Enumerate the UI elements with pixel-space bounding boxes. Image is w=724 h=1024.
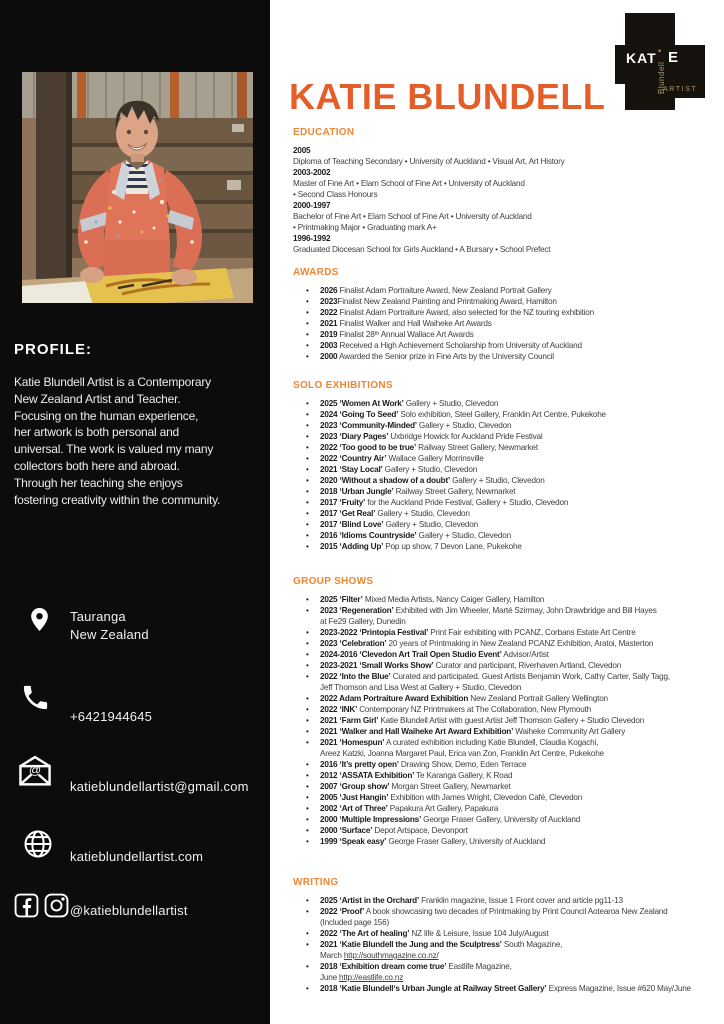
bullet-icon: •: [306, 639, 309, 648]
cv-entry: [293, 792, 713, 803]
logo: [610, 6, 720, 118]
section-items: [293, 895, 713, 994]
cv-entry: [293, 530, 713, 541]
bullet-icon: •: [306, 804, 309, 813]
cv-entry-text: 2017 ‘Blind Love’ Gallery + Studio, Clevedon: [320, 520, 478, 529]
cv-entry-line2: Areez Katzki, Joanna Margaret Paul, Erica van Zon, Franklin Art Centre, Pukekohe: [320, 749, 604, 758]
cv-entry-text: 2021 ‘Homespun’ A curated exhibition including Katie Blundell, Claudia Kogachi, Areez Katzki, Joanna Margaret Paul, Erica van Zon, Franklin Art Centre, Pukekohe: [320, 737, 713, 759]
education-line: • Second Class Honours: [293, 190, 378, 199]
section-heading: WRITING: [293, 877, 339, 888]
cv-entry-text: 2002 ‘Art of Three’ Papakura Art Gallery, Papakura: [320, 804, 499, 813]
cv-entry-text: 2021 ‘Farm Girl’ Katie Blundell Artist with guest Artist Jeff Thomson Gallery + Studio Clevedon: [320, 716, 645, 725]
cv-entry-text: 2023 ‘Regeneration’ Exhibited with Jim Wheeler, Marté Szirmay, John Drawbridge and Bill Hayes at Fe29 Gallery, Dunedin: [320, 605, 713, 627]
location-pin-icon: [27, 605, 52, 639]
cv-entry-text: 2022 ‘Into the Blue’ Curated and participated. Guest Artists Benjamin Work, Cathy Carter, Sally Tagg, Jeff Thomson and Lisa West at Gallery + Studio, Clevedon: [320, 671, 713, 693]
education-line: Diploma of Teaching Secondary • University of Auckland • Visual Art, Art History: [293, 157, 565, 166]
phone-icon: [20, 682, 51, 718]
cv-entry: [293, 895, 713, 906]
cv-entry-text: 2015 ‘Adding Up’ Pop up show, 7 Devon Lane, Pukekohe: [320, 542, 522, 551]
cv-entry-text: 2019 Finalist 28ᵗʰ Annual Wallace Art Awards: [320, 330, 474, 339]
cv-entry: [293, 605, 713, 627]
cv-entry: [293, 285, 713, 296]
cv-entry-text: 2026 Finalist Adam Portraiture Award, New Zealand Portrait Gallery: [320, 286, 552, 295]
contact-location: [70, 608, 149, 644]
bullet-icon: •: [306, 907, 309, 916]
profile-text-line: collectors both here and abroad.: [14, 458, 180, 473]
cv-entry-line2: at Fe29 Gallery, Dunedin: [320, 617, 406, 626]
cv-entry-text: 2024 ‘Going To Seed’ Solo exhibition, Steel Gallery, Franklin Art Centre, Pukekohe: [320, 410, 606, 419]
cv-section: [293, 576, 713, 847]
bullet-icon: •: [306, 595, 309, 604]
bullet-icon: •: [306, 542, 309, 551]
cv-entry-text: 2000 ‘Multiple Impressions’ George Fraser Gallery, University of Auckland: [320, 815, 581, 824]
bullet-icon: •: [306, 531, 309, 540]
contact-location-city: Tauranga: [70, 609, 126, 624]
bullet-icon: •: [306, 826, 309, 835]
bullet-icon: •: [306, 760, 309, 769]
cv-entry: [293, 486, 713, 497]
cv-entry: [293, 351, 713, 362]
cv-entry-text: 2022 ‘Proof’ A book showcasing two decades of Printmaking by Print Council Aotearoa New Zealand (Included page 156): [320, 906, 713, 928]
cv-entry: [293, 519, 713, 530]
profile-text-line: Katie Blundell Artist is a Contemporary: [14, 375, 211, 389]
section-items: [293, 398, 713, 552]
cv-entry: [293, 737, 713, 759]
bullet-icon: •: [306, 454, 309, 463]
bullet-icon: •: [306, 727, 309, 736]
bullet-icon: •: [306, 782, 309, 791]
bullet-icon: •: [306, 432, 309, 441]
cv-entry: [293, 464, 713, 475]
cv-entry-text: 2022 ‘Too good to be true’ Railway Street Gallery, Newmarket: [320, 443, 538, 452]
cv-entry-text: 2021 ‘Stay Local’ Gallery + Studio, Clevedon: [320, 465, 478, 474]
bullet-icon: •: [306, 520, 309, 529]
cv-entry-text: 2018 ‘Exhibition dream come true’ Eastlife Magazine, June http://eastlife.co.nz: [320, 961, 713, 983]
cv-entry-text: 2023-2021 ‘Small Works Show’ Curator and participant, Riverhaven Artland, Clevedon: [320, 661, 622, 670]
education-line: 1996-1992: [293, 234, 331, 243]
cv-entry: [293, 693, 713, 704]
profile-heading: PROFILE:: [14, 341, 92, 358]
cv-entry-text: 2005 ‘Just Hangin’ Exhibition with James Wright, Clevedon Café, Clevedon: [320, 793, 583, 802]
cv-entry: [293, 475, 713, 486]
bullet-icon: •: [306, 661, 309, 670]
bullet-icon: •: [306, 962, 309, 971]
education-list: [293, 145, 713, 255]
bullet-icon: •: [306, 410, 309, 419]
cv-entry-text: 2018 ‘Urban Jungle’ Railway Street Gallery, Newmarket: [320, 487, 516, 496]
cv-entry-text: 2016 ‘Idioms Countryside’ Gallery + Studio, Clevedon: [320, 531, 511, 540]
artist-photo-illustration: [22, 72, 253, 303]
education-line: Graduated Diocesan School for Girls Auckland • A Bursary • School Prefect: [293, 245, 551, 254]
bullet-icon: •: [306, 319, 309, 328]
cv-entry-text: 2025 ‘Filter’ Mixed Media Artists, Nancy Caiger Gallery, Hamilton: [320, 595, 545, 604]
cv-entry: [293, 627, 713, 638]
cv-entry: [293, 906, 713, 928]
cv-entry-text: 2021 ‘Katie Blundell the Jung and the Sculptress’ South Magazine, March http://southmagazine.co.nz/: [320, 939, 713, 961]
logo-text-e: E: [668, 49, 679, 66]
cv-entry: [293, 983, 713, 994]
cv-entry-text: 2020 ‘Without a shadow of a doubt’ Gallery + Studio, Clevedon: [320, 476, 545, 485]
bullet-icon: •: [306, 606, 309, 615]
cv-entry: [293, 671, 713, 693]
instagram-icon: [44, 893, 69, 923]
cv-entry: [293, 497, 713, 508]
bullet-icon: •: [306, 793, 309, 802]
cv-entry-text: 2021 ‘Walker and Hall Waiheke Art Award Exhibition’ Waiheke Community Art Gallery: [320, 727, 626, 736]
cv-entry-line2: Jeff Thomson and Lisa West at Gallery + Studio, Clevedon: [320, 683, 522, 692]
logo-i-dot: •: [658, 46, 662, 56]
section-items: [293, 285, 713, 362]
profile-text-line: fostering creativity within the community.: [14, 492, 221, 507]
education-line: Master of Fine Art • Elam School of Fine Art • University of Auckland: [293, 179, 525, 188]
cv-entry-text: 2000 Awarded the Senior prize in Fine Arts by the University Council: [320, 352, 554, 361]
cv-entry-text: 2022 ‘Country Air’ Wallace Gallery Morrinsville: [320, 454, 484, 463]
bullet-icon: •: [306, 341, 309, 350]
cv-entry: [293, 329, 713, 340]
bullet-icon: •: [306, 421, 309, 430]
bullet-icon: •: [306, 716, 309, 725]
cv-entry-text: 2024-2016 ‘Clevedon Art Trail Open Studio Event’ Advisor/Artist: [320, 650, 549, 659]
cv-entry: [293, 420, 713, 431]
email-icon: [18, 755, 52, 792]
bullet-icon: •: [306, 628, 309, 637]
cv-entry-text: 2017 ‘Fruity’ for the Auckland Pride Festival, Gallery + Studio, Clevedon: [320, 498, 569, 507]
cv-entry: [293, 803, 713, 814]
cv-entry-text: 2012 ‘ASSATA Exhibition’ Te Karanga Gallery, K Road: [320, 771, 513, 780]
cv-entry: [293, 296, 713, 307]
cv-entry: [293, 961, 713, 983]
cv-entry: [293, 318, 713, 329]
bullet-icon: •: [306, 465, 309, 474]
section-heading: SOLO EXHIBITIONS: [293, 380, 393, 391]
section-heading: GROUP SHOWS: [293, 576, 374, 587]
cv-entry-text: 2025 ‘Artist in the Orchard’ Franklin magazine, Issue 1 Front cover and article pg11-13: [320, 896, 623, 905]
cv-entry-text: 2025 ‘Women At Work’ Gallery + Studio, Clevedon: [320, 399, 499, 408]
bullet-icon: •: [306, 984, 309, 993]
cv-entry-text: 2017 ‘Get Real’ Gallery + Studio, Clevedon: [320, 509, 470, 518]
cv-entry: [293, 660, 713, 671]
profile-text-line: Through her teaching she enjoys: [14, 475, 183, 490]
cv-entry-text: 2023 ‘Celebration’ 20 years of Printmaking in New Zealand PCANZ Exhibition, Aratoi, Masterton: [320, 639, 654, 648]
cv-entry: [293, 409, 713, 420]
artist-photo: [22, 72, 253, 303]
cv-entry-line2: (Included page 156): [320, 918, 390, 927]
bullet-icon: •: [306, 352, 309, 361]
cv-section: [293, 877, 713, 994]
sidebar: [0, 0, 270, 1024]
cv-entry-text: 2023 ‘Community-Minded’ Gallery + Studio, Clevedon: [320, 421, 512, 430]
bullet-icon: •: [306, 476, 309, 485]
bullet-icon: •: [306, 940, 309, 949]
cv-entry-text: 2022 ‘INK’ Contemporary NZ Printmakers at The Collaboration, New Plymouth: [320, 705, 592, 714]
bullet-icon: •: [306, 771, 309, 780]
bullet-icon: •: [306, 509, 309, 518]
cv-entry-text: 2023-2022 ‘Printopia Festival’ Print Fair exhibiting with PCANZ, Corbans Estate Art Centre: [320, 628, 636, 637]
logo-text-blundell: Blundell: [657, 61, 666, 94]
cv-entry-text: 1999 ‘Speak easy’ George Fraser Gallery, University of Auckland: [320, 837, 546, 846]
cv-entry: [293, 704, 713, 715]
bullet-icon: •: [306, 443, 309, 452]
bullet-icon: •: [306, 896, 309, 905]
social-icons: [14, 893, 69, 923]
cv-entry: [293, 307, 713, 318]
cv-entry: [293, 715, 713, 726]
cv-entry-text: 2023Finalist New Zealand Painting and Printmaking Award, Hamilton: [320, 297, 557, 306]
section-items: [293, 594, 713, 847]
cv-entry-text: 2022 Finalist Adam Portraiture Award, also selected for the NZ touring exhibition: [320, 308, 595, 317]
cv-entry: [293, 814, 713, 825]
profile-text-line: her artwork is both personal and: [14, 425, 180, 440]
cv-entry: [293, 594, 713, 605]
external-link[interactable]: http://eastlife.co.nz: [339, 973, 404, 982]
cv-entry: [293, 928, 713, 939]
contact-phone: +6421944645: [70, 709, 153, 724]
cv-entry: [293, 759, 713, 770]
cv-entry: [293, 770, 713, 781]
cv-entry-text: 2023 ‘Diary Pages’ Uxbridge Howick for Auckland Pride Festival: [320, 432, 543, 441]
education-line: 2005: [293, 146, 311, 155]
bullet-icon: •: [306, 650, 309, 659]
cv-entry: [293, 649, 713, 660]
section-heading: AWARDS: [293, 267, 339, 278]
cv-entry: [293, 781, 713, 792]
cv-entry: [293, 638, 713, 649]
cv-entry: [293, 939, 713, 961]
bullet-icon: •: [306, 286, 309, 295]
globe-icon: [23, 829, 53, 864]
education-line: • Printmaking Major • Graduating mark A+: [293, 223, 437, 232]
bullet-icon: •: [306, 837, 309, 846]
cv-entry-line2: March http://southmagazine.co.nz/: [320, 951, 439, 960]
bullet-icon: •: [306, 705, 309, 714]
cv-entry: [293, 836, 713, 847]
education-line: 2000-1997: [293, 201, 331, 210]
cv-entry: [293, 442, 713, 453]
cv-entry-text: 2007 ‘Group show’ Morgan Street Gallery, Newmarket: [320, 782, 511, 791]
profile-text-line: New Zealand Artist and Teacher.: [14, 391, 181, 406]
cv-section: [293, 267, 713, 362]
facebook-icon: [14, 893, 39, 923]
profile-text-line: Focusing on the human experience,: [14, 408, 199, 423]
cv-entry: [293, 825, 713, 836]
contact-location-country: New Zealand: [70, 627, 149, 642]
cv-entry-text: 2022 ‘The Art of healing’ NZ life & Leisure, Issue 104 July/August: [320, 929, 549, 938]
logo-text-kat: KAT: [626, 50, 657, 66]
page-title: KATIE BLUNDELL: [289, 76, 606, 117]
bullet-icon: •: [306, 498, 309, 507]
cv-entry-line2: June http://eastlife.co.nz: [320, 973, 404, 982]
bullet-icon: •: [306, 929, 309, 938]
contact-social-handle[interactable]: @katieblundellartist: [70, 903, 188, 918]
contact-email[interactable]: katieblundellartist@gmail.com: [70, 779, 249, 794]
bullet-icon: •: [306, 694, 309, 703]
logo-text-artist: ARTIST: [663, 86, 698, 93]
section-heading-education: EDUCATION: [293, 127, 355, 138]
cv-entry: [293, 431, 713, 442]
bullet-icon: •: [306, 308, 309, 317]
bullet-icon: •: [306, 672, 309, 681]
external-link[interactable]: http://southmagazine.co.nz/: [343, 951, 439, 960]
cv-entry: [293, 453, 713, 464]
bullet-icon: •: [306, 487, 309, 496]
bullet-icon: •: [306, 399, 309, 408]
cv-entry: [293, 541, 713, 552]
cv-entry-text: 2022 Adam Portraiture Award Exhibition New Zealand Portrait Gallery Wellington: [320, 694, 608, 703]
profile-text-line: universal. The work is valued my many: [14, 442, 214, 457]
cv-entry: [293, 398, 713, 409]
cv-entry-text: 2018 ‘Katie Blundell‘s Urban Jungle at Railway Street Gallery’ Express Magazine, Issue #620 May/June: [320, 984, 691, 993]
bullet-icon: •: [306, 815, 309, 824]
education-line: Bachelor of Fine Art • Elam School of Fine Art • University of Auckland: [293, 212, 532, 221]
cv-entry: [293, 340, 713, 351]
contact-website[interactable]: katieblundellartist.com: [70, 849, 204, 864]
cv-section: [293, 380, 713, 552]
profile-text: [14, 374, 266, 508]
cv-entry: [293, 726, 713, 737]
cv-content: [293, 127, 713, 994]
cv-sections: [293, 267, 713, 994]
cv-entry-text: 2003 Received a High Achievement Scholarship from University of Auckland: [320, 341, 582, 350]
education-line: 2003-2002: [293, 168, 331, 177]
cv-entry: [293, 508, 713, 519]
svg-text:@: @: [28, 763, 42, 778]
bullet-icon: •: [306, 330, 309, 339]
cv-entry-text: 2021 Finalist Walker and Hall Waiheke Art Awards: [320, 319, 492, 328]
bullet-icon: •: [306, 738, 309, 747]
cv-entry-text: 2016 ‘It’s pretty open’ Drawing Show, Demo, Eden Terrace: [320, 760, 527, 769]
bullet-icon: •: [306, 297, 309, 306]
cv-entry-text: 2000 ‘Surface’ Depot Artspace, Devonport: [320, 826, 468, 835]
